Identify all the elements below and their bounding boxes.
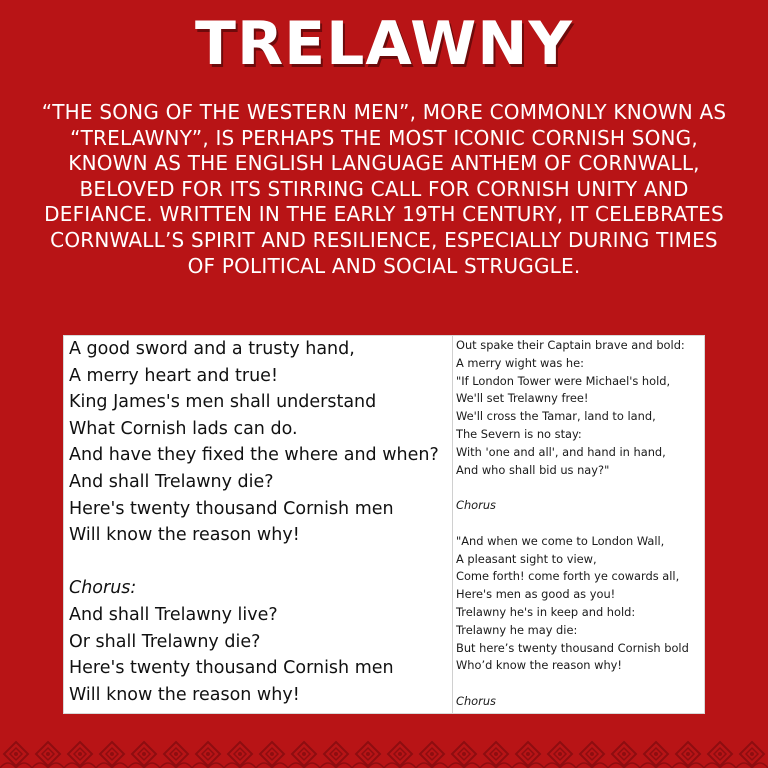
lyric-line: The Severn is no stay: [456, 426, 582, 441]
lyric-line: Trelawny he may die: [456, 622, 578, 637]
lyric-line: And have they fixed the where and when? [69, 445, 439, 466]
lyric-line: Or shall Trelawny die? [69, 631, 261, 652]
lyric-line: Here's twenty thousand Cornish men [69, 498, 394, 519]
lyric-line: We'll set Trelawny free! [456, 391, 589, 406]
lyric-line: Here's twenty thousand Cornish men [69, 658, 394, 679]
lyric-line: A good sword and a trusty hand, [69, 339, 355, 359]
lyric-line: Come forth! come forth ye cowards all, [456, 569, 680, 584]
lyrics-right-column [456, 337, 704, 711]
lyric-line: And shall Trelawny live? [69, 604, 278, 625]
celtic-knot-pattern-icon [0, 740, 768, 768]
lyric-line: "If London Tower were Michael's hold, [456, 373, 671, 388]
celtic-knot-border [0, 740, 768, 768]
lyric-line: A pleasant sight to view, [456, 551, 597, 566]
lyric-line: What Cornish lads can do. [69, 418, 298, 439]
lyric-line: But here’s twenty thousand Cornish bold [456, 640, 689, 655]
chorus-label: Chorus [456, 498, 496, 513]
column-divider [452, 336, 453, 713]
lyric-line: And who shall bid us nay?" [456, 462, 610, 477]
lyric-line: "And when we come to London Wall, [456, 533, 665, 548]
lyrics-panel [63, 335, 705, 714]
chorus-label: Chorus: [69, 578, 137, 599]
chorus-label: Chorus [456, 693, 496, 708]
lyric-line: We'll cross the Tamar, land to land, [456, 409, 656, 424]
lyric-line: Will know the reason why! [69, 684, 300, 705]
lyric-line: King James's men shall understand [69, 392, 377, 413]
intro-paragraph: “THE SONG OF THE WESTERN MEN”, MORE COMMONLY KNOWN AS “TRELAWNY”, IS PERHAPS THE MOST ICONIC CORNISH SONG, KNOWN AS THE ENGLISH LANGUAGE ANTHEM OF CORNWALL, BELOVED FOR ITS STIRRING CALL FOR CORNISH UNITY AND DEFIANCE. WRITTEN IN THE EARLY 19TH CENTURY, IT CELEBRATES CORNWALL’S SPIRIT AND RESILIENCE, ESPECIALLY DURING TIMES OF POLITICAL AND SOCIAL STRUGGLE. [41, 100, 727, 278]
lyric-line: With 'one and all', and hand in hand, [456, 444, 666, 459]
lyrics-left-column [69, 336, 449, 708]
page-title: TRELAWNY [195, 9, 573, 79]
lyric-line: Out spake their Captain brave and bold: [456, 338, 685, 352]
lyric-line: A merry heart and true! [69, 365, 278, 386]
lyric-line: Here's men as good as you! [456, 587, 616, 602]
lyric-line: Will know the reason why! [69, 525, 300, 546]
lyric-line: And shall Trelawny die? [69, 471, 274, 492]
lyric-line: A merry wight was he: [456, 355, 584, 370]
lyric-line: Trelawny he's in keep and hold: [456, 604, 636, 619]
lyric-line: Who’d know the reason why! [456, 658, 622, 673]
